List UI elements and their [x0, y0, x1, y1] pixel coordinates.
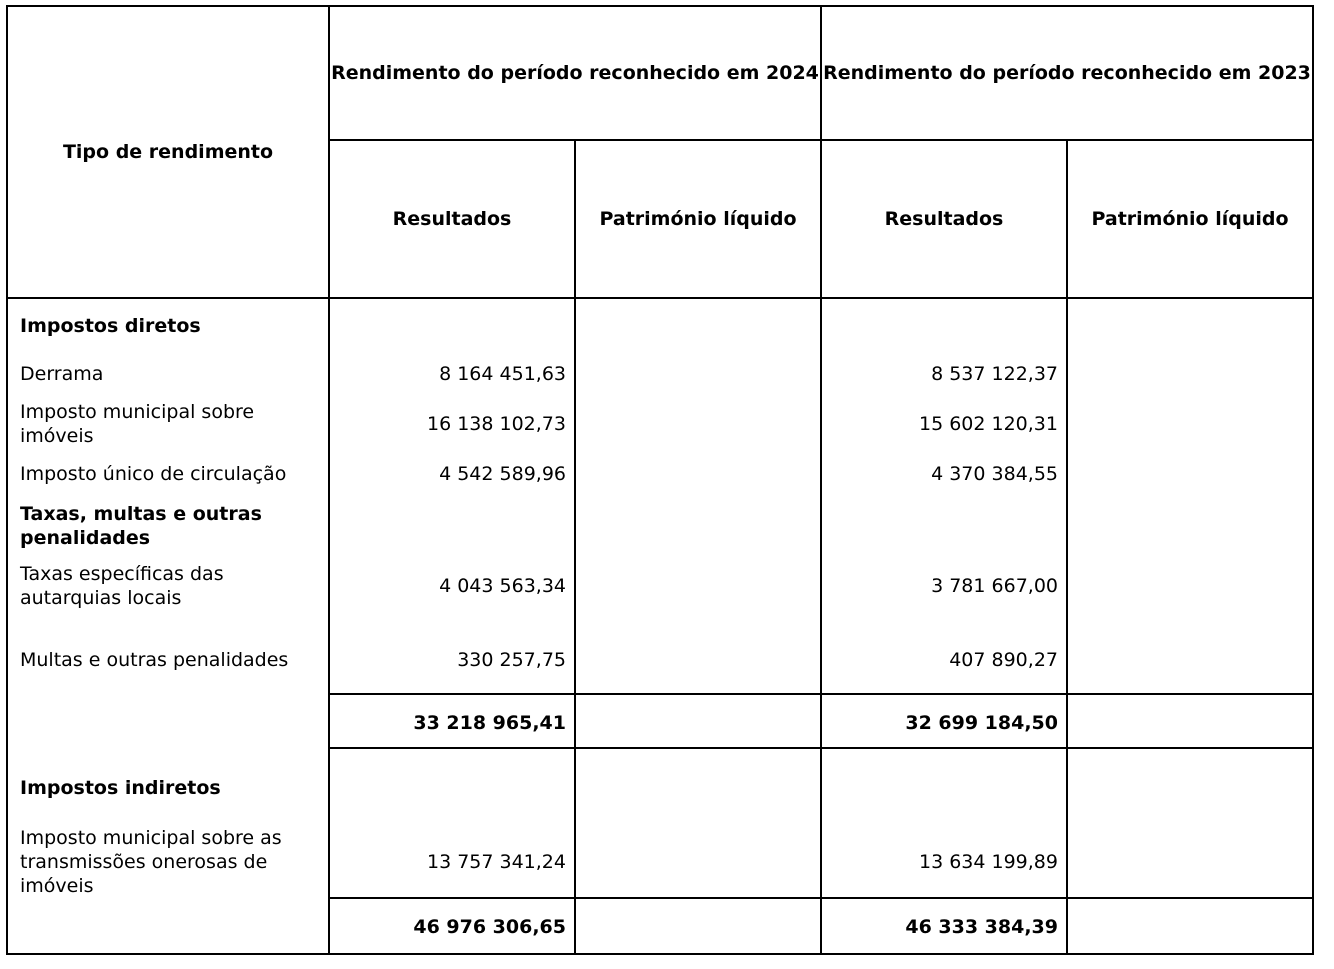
- subtotal-direct-2023: 32 699 184,50: [905, 712, 1058, 734]
- subtotal-direct-2024: 33 218 965,41: [413, 712, 566, 734]
- row-value-fines-2024: 330 257,75: [457, 649, 566, 671]
- row-value-imt-2024: 13 757 341,24: [426, 851, 566, 873]
- row-label-iuc: Imposto único de circulação: [20, 463, 287, 485]
- row-label-specific-fees: Taxas específicas das autarquias locais: [20, 563, 224, 609]
- section-title-direct-taxes: Impostos diretos: [20, 315, 201, 337]
- row-value-imi-2024: 16 138 102,73: [426, 413, 566, 435]
- column-header-equity-2024: Património líquido: [599, 208, 797, 230]
- row-label-derrama: Derrama: [20, 363, 104, 385]
- row-value-derrama-2023: 8 537 122,37: [931, 363, 1058, 385]
- row-label-imt: Imposto municipal sobre as transmissões onerosas de imóveis: [20, 827, 282, 897]
- row-value-iuc-2023: 4 370 384,55: [931, 463, 1058, 485]
- column-header-period-2023: Rendimento do período reconhecido em 2023: [823, 62, 1311, 84]
- row-divider-subtotal-bottom: [328, 747, 1314, 749]
- row-label-imi: Imposto municipal sobre imóveis: [20, 401, 255, 447]
- row-value-specific-fees-2024: 4 043 563,34: [439, 575, 566, 597]
- subsection-title-fees-fines: Taxas, multas e outras penalidades: [20, 503, 262, 549]
- total-2024: 46 976 306,65: [413, 916, 566, 938]
- column-header-results-2024: Resultados: [392, 208, 512, 230]
- column-header-period-2024: Rendimento do período reconhecido em 2024: [331, 62, 819, 84]
- row-divider-total-top: [328, 897, 1314, 899]
- row-value-iuc-2024: 4 542 589,96: [439, 463, 566, 485]
- row-value-fines-2023: 407 890,27: [949, 649, 1058, 671]
- column-header-type: Tipo de rendimento: [62, 141, 274, 163]
- row-value-derrama-2024: 8 164 451,63: [439, 363, 566, 385]
- row-divider-header: [6, 297, 1314, 299]
- column-header-results-2023: Resultados: [884, 208, 1004, 230]
- table-border-right: [1312, 5, 1314, 955]
- total-2023: 46 333 384,39: [905, 916, 1058, 938]
- table-border-bottom: [6, 953, 1314, 955]
- section-title-indirect-taxes: Impostos indiretos: [20, 777, 221, 799]
- row-value-specific-fees-2023: 3 781 667,00: [931, 575, 1058, 597]
- row-value-imi-2023: 15 602 120,31: [918, 413, 1058, 435]
- row-label-fines: Multas e outras penalidades: [20, 649, 289, 671]
- column-header-equity-2023: Património líquido: [1091, 208, 1289, 230]
- row-divider-subtotal-top: [328, 693, 1314, 695]
- row-value-imt-2023: 13 634 199,89: [918, 851, 1058, 873]
